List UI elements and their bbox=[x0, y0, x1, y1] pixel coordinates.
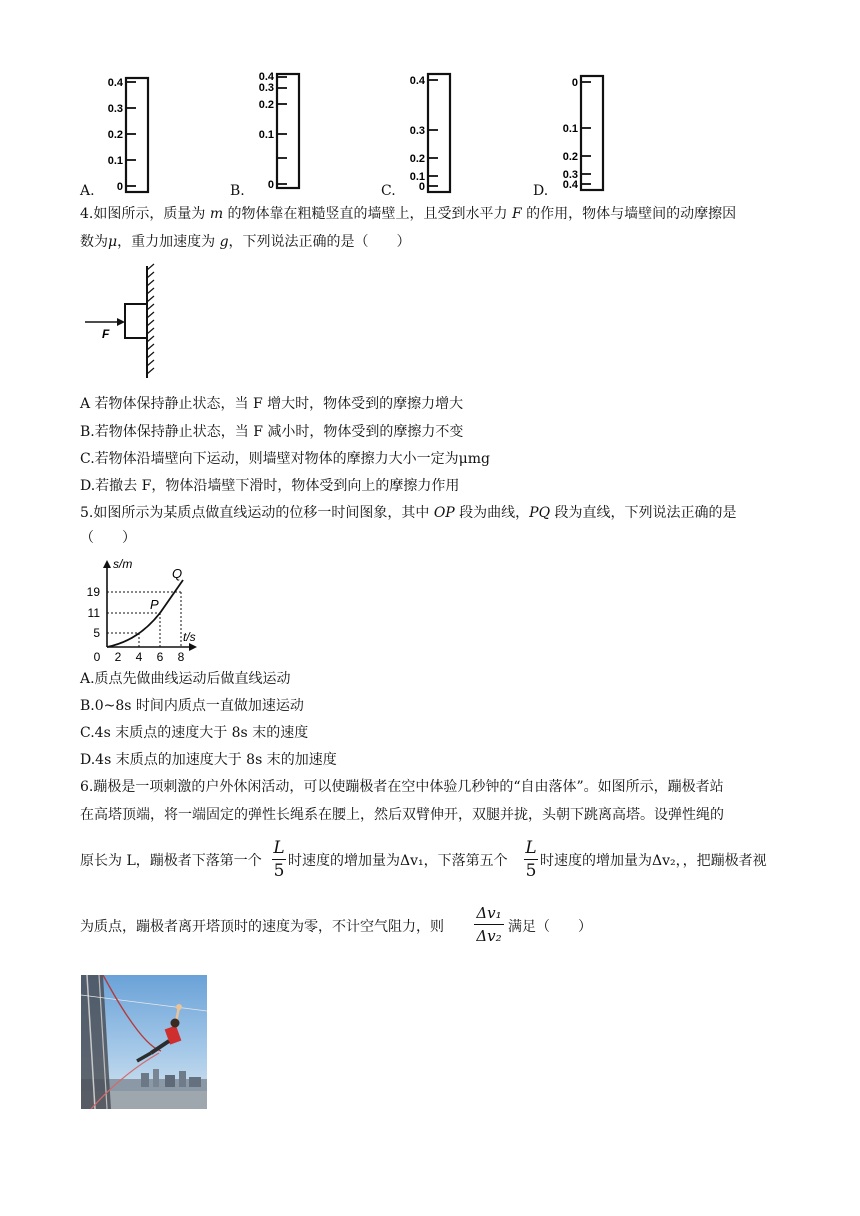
scale-b-tick: 0 bbox=[267, 179, 274, 191]
q5-x-axis-label: t/s bbox=[183, 630, 196, 644]
bungee-jumper-photo bbox=[81, 975, 207, 1109]
q5-x-tick: 4 bbox=[135, 650, 143, 664]
q5-stem-line-2: （ ） bbox=[80, 530, 136, 546]
scale-d-tick: 0.1 bbox=[562, 123, 578, 135]
q5-x-tick: 2 bbox=[114, 650, 122, 664]
q6-line-4-a: 为质点，蹦极者离开塔顶时的速度为零，不计空气阻力，则 bbox=[80, 919, 444, 935]
q4-stem-line-1: 4.如图所示，质量为 m 的物体靠在粗糙竖直的墙壁上，且受到水平力 F 的作用，物体与墙壁间的动摩擦因 bbox=[80, 206, 737, 222]
q5-y-tick: 19 bbox=[86, 585, 100, 599]
option-letter-a: A. bbox=[80, 183, 95, 199]
scale-d-tick: 0.4 bbox=[562, 179, 578, 191]
q6-velocity-ratio: Δv₁ Δv₂ bbox=[474, 903, 504, 946]
q5-point-p: P bbox=[150, 597, 159, 612]
scale-c-tick: 0.2 bbox=[409, 153, 425, 165]
q4-option-b: B.若物体保持静止状态，当 F 减小时，物体受到的摩擦力不变 bbox=[80, 424, 464, 440]
q6-line-4-b: 满足（ ） bbox=[508, 919, 592, 935]
scale-a bbox=[108, 77, 148, 193]
q6-line-3-c: 时速度的增加量为Δv₂，，把蹦极者视 bbox=[540, 853, 767, 869]
scale-a-tick: 0.1 bbox=[107, 155, 123, 167]
scale-b-tick: 0.4 bbox=[258, 71, 274, 83]
scale-c bbox=[410, 74, 450, 193]
scale-b-tick: 0.3 bbox=[258, 82, 274, 94]
q4-force-label: F bbox=[102, 327, 110, 341]
q5-option-a: A.质点先做曲线运动后做直线运动 bbox=[80, 671, 291, 687]
q4-option-c: C.若物体沿墙壁向下运动，则墙壁对物体的摩擦力大小一定为μmg bbox=[80, 451, 490, 467]
scale-b bbox=[259, 71, 299, 191]
q6-fraction-l-over-5-fifth: L 5 bbox=[525, 838, 537, 881]
scale-figures bbox=[0, 0, 860, 200]
q4-option-a: A 若物体保持静止状态，当 F 增大时，物体受到的摩擦力增大 bbox=[80, 396, 464, 412]
scale-d-tick: 0.3 bbox=[562, 169, 578, 181]
scale-a-tick: 0.4 bbox=[107, 77, 123, 89]
scale-a-tick: 0.2 bbox=[107, 129, 123, 141]
q5-stem-line-1: 5.如图所示为某质点做直线运动的位移一时间图象，其中 OP 段为曲线，PQ 段为直线，下列说法正确的是 bbox=[80, 505, 737, 521]
q4-stem-line-2: 数为μ，重力加速度为 g，下列说法正确的是（ ） bbox=[80, 234, 411, 250]
q4-block bbox=[125, 304, 147, 338]
scale-d-tick: 0 bbox=[571, 77, 578, 89]
scale-a-tick: 0.3 bbox=[107, 103, 123, 115]
q4-wall-figure bbox=[80, 262, 170, 384]
option-letter-d: D. bbox=[533, 183, 549, 199]
q5-y-axis-label: s/m bbox=[113, 557, 133, 571]
scale-c-tick: 0 bbox=[418, 181, 425, 193]
scale-b-tick: 0.2 bbox=[258, 99, 274, 111]
q5-option-c: C.4s 末质点的速度大于 8s 末的速度 bbox=[80, 725, 309, 741]
q5-st-graph bbox=[80, 555, 200, 665]
option-letter-b: B. bbox=[230, 183, 245, 199]
q4-option-d: D.若撤去 F，物体沿墙壁下滑时，物体受到向上的摩擦力作用 bbox=[80, 478, 460, 494]
scale-options-row bbox=[0, 0, 860, 200]
scale-d bbox=[563, 76, 603, 191]
q6-line-3-b: 时速度的增加量为Δv₁，下落第五个 bbox=[288, 853, 508, 869]
q6-fraction-l-over-5-first: L 5 bbox=[273, 838, 285, 881]
q6-line-1: 6.蹦极是一项刺激的户外休闲活动，可以使蹦极者在空中体验几秒钟的“自由落体”。如图所示，蹦极者站 bbox=[80, 779, 724, 795]
scale-b-tick: 0.1 bbox=[258, 129, 274, 141]
q5-y-tick: 11 bbox=[87, 606, 100, 620]
scale-c-tick: 0.3 bbox=[409, 125, 425, 137]
q5-point-q: Q bbox=[172, 566, 183, 581]
q5-line-pq bbox=[160, 580, 183, 613]
q5-y-tick: 5 bbox=[93, 626, 100, 640]
q5-x-tick: 8 bbox=[177, 650, 185, 664]
option-letter-c: C. bbox=[381, 183, 396, 199]
q5-x-tick: 0 bbox=[93, 650, 101, 664]
q5-option-d: D.4s 末质点的加速度大于 8s 末的加速度 bbox=[80, 752, 337, 768]
q5-x-tick: 6 bbox=[156, 650, 164, 664]
q6-line-3-a: 原长为 L，蹦极者下落第一个 bbox=[80, 853, 262, 869]
q5-curve-op bbox=[107, 613, 160, 647]
q5-option-b: B.0~8s 时间内质点一直做加速运动 bbox=[80, 698, 304, 714]
q6-line-2: 在高塔顶端，将一端固定的弹性长绳系在腰上，然后双臂伸开，双腿并拢，头朝下跳离高塔。设弹性绳的 bbox=[80, 807, 724, 823]
scale-c-tick: 0.4 bbox=[409, 75, 425, 87]
scale-c-tick: 0.1 bbox=[409, 171, 425, 183]
scale-d-tick: 0.2 bbox=[562, 151, 578, 163]
scale-a-tick: 0 bbox=[116, 181, 123, 193]
